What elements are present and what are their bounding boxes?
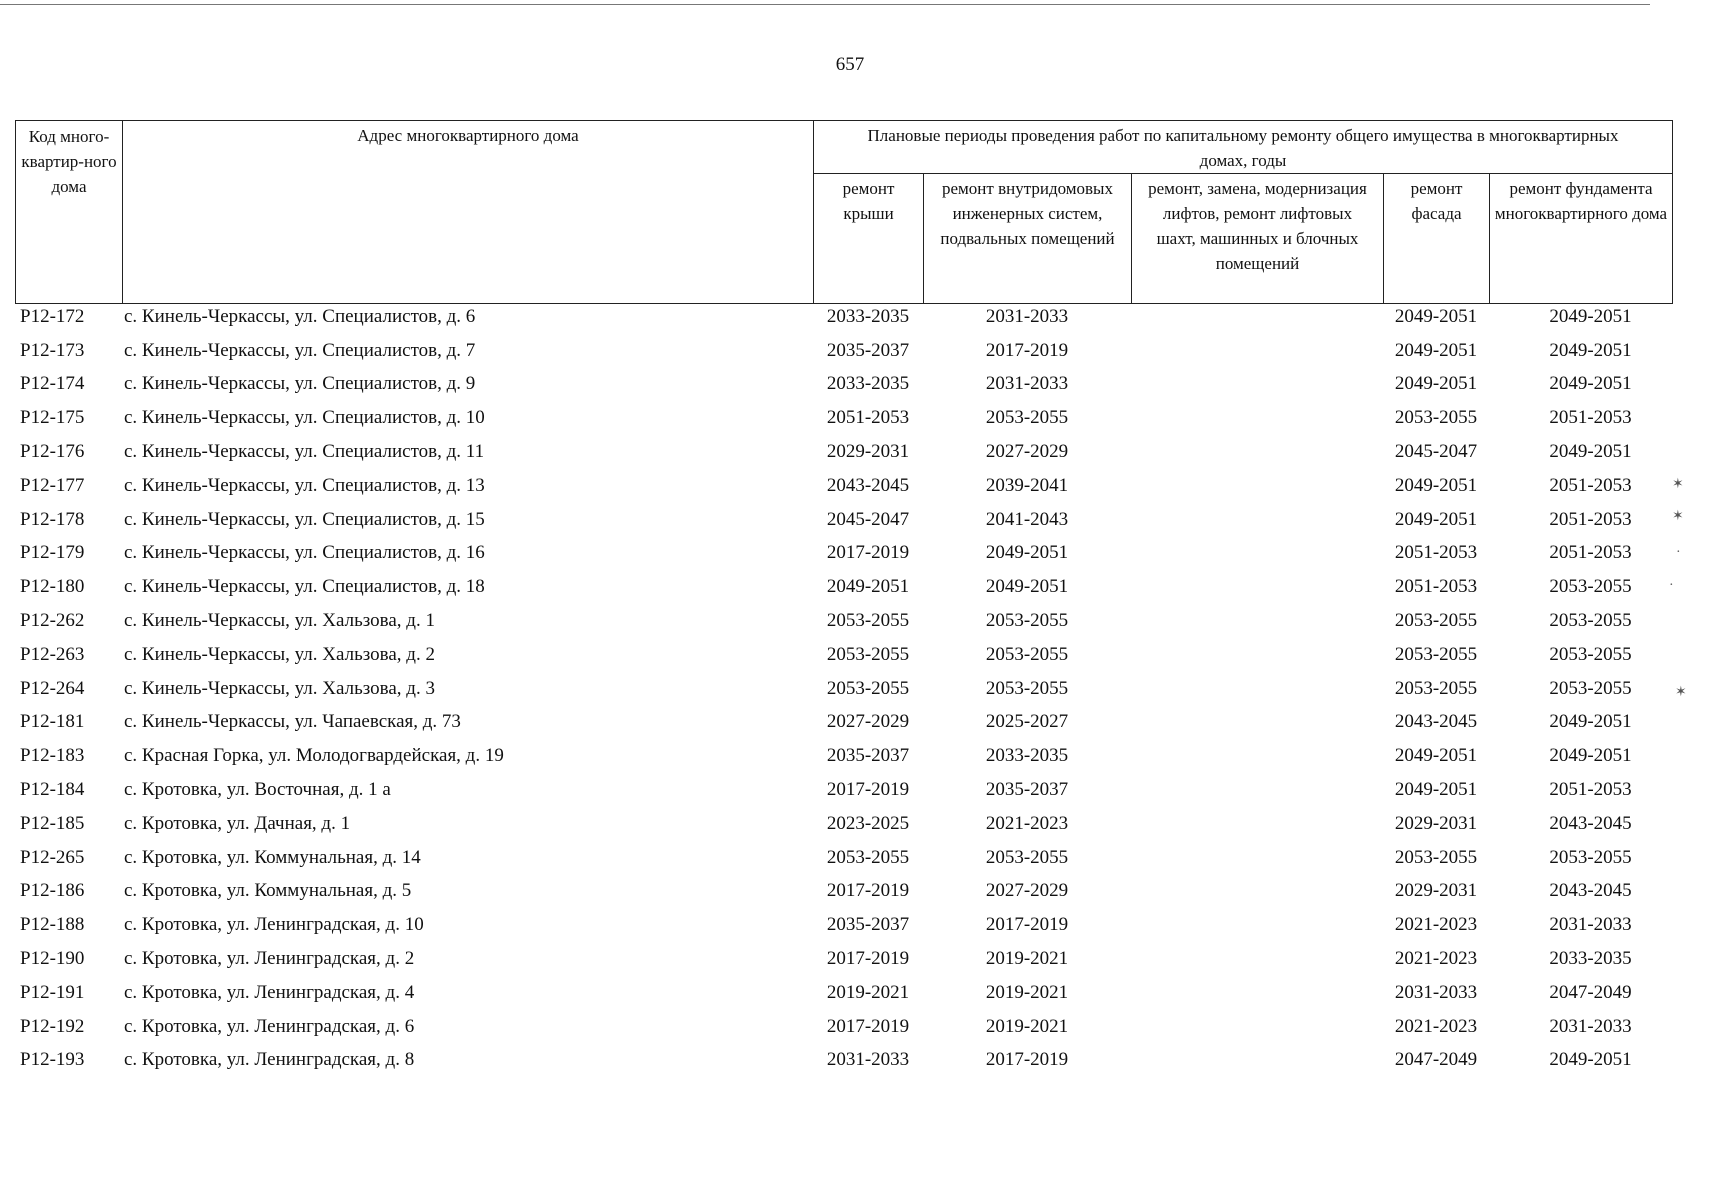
table-row xyxy=(15,570,1672,604)
cell-code: Р12-192 xyxy=(20,1015,85,1037)
cell-engineering: 2025-2027 xyxy=(985,711,1069,733)
cell-elevators xyxy=(1131,638,1383,672)
table-row xyxy=(15,300,1672,334)
cell-engineering: 2021-2023 xyxy=(985,812,1069,834)
cell-foundation: 2049-2051 xyxy=(1549,441,1632,463)
cell-code: Р12-175 xyxy=(20,407,85,429)
cell-elevators xyxy=(1131,300,1383,334)
table-row xyxy=(15,706,1672,740)
cell-engineering: 2053-2055 xyxy=(985,643,1069,665)
cell-code: Р12-172 xyxy=(20,305,85,327)
table-body xyxy=(15,300,1672,1077)
cell-address: с. Кинель-Черкассы, ул. Хальзова, д. 2 xyxy=(124,643,435,665)
cell-foundation: 2043-2045 xyxy=(1549,880,1632,902)
cell-engineering: 2053-2055 xyxy=(985,677,1069,699)
cell-facade: 2053-2055 xyxy=(1394,643,1478,665)
table-row xyxy=(15,976,1672,1010)
cell-elevators xyxy=(1131,773,1383,807)
cell-foundation: 2049-2051 xyxy=(1549,745,1632,767)
table-row xyxy=(15,875,1672,909)
table-row xyxy=(15,368,1672,402)
cell-engineering: 2035-2037 xyxy=(985,779,1069,801)
header-code: Код много-квартир-ного дома xyxy=(16,121,123,304)
cell-code: Р12-179 xyxy=(20,542,85,564)
cell-address: с. Кинель-Черкассы, ул. Специалистов, д. 13 xyxy=(124,474,485,496)
table-header xyxy=(15,120,1673,304)
cell-roof: 2017-2019 xyxy=(826,542,910,564)
cell-engineering: 2031-2033 xyxy=(985,373,1069,395)
cell-elevators xyxy=(1131,604,1383,638)
cell-facade: 2049-2051 xyxy=(1394,508,1478,530)
cell-engineering: 2053-2055 xyxy=(985,610,1069,632)
table-row xyxy=(15,739,1672,773)
cell-code: Р12-263 xyxy=(20,643,85,665)
cell-foundation: 2049-2051 xyxy=(1549,711,1632,733)
cell-facade: 2053-2055 xyxy=(1394,407,1478,429)
cell-engineering: 2033-2035 xyxy=(985,745,1069,767)
cell-elevators xyxy=(1131,570,1383,604)
cell-elevators xyxy=(1131,401,1383,435)
cell-address: с. Кротовка, ул. Ленинградская, д. 8 xyxy=(124,1049,415,1071)
table-row xyxy=(15,1044,1672,1078)
table-row xyxy=(15,908,1672,942)
cell-facade: 2049-2051 xyxy=(1394,474,1478,496)
header-engineering: ремонт внутридомовых инженерных систем, подвальных помещений xyxy=(924,174,1132,304)
scan-top-line xyxy=(0,4,1650,5)
cell-engineering: 2019-2021 xyxy=(985,948,1069,970)
cell-elevators xyxy=(1131,537,1383,571)
table-row xyxy=(15,435,1672,469)
cell-engineering: 2027-2029 xyxy=(985,441,1069,463)
cell-address: с. Кинель-Черкассы, ул. Специалистов, д. 18 xyxy=(124,576,485,598)
header-periods: Плановые периоды проведения работ по капитальному ремонту общего имущества в многоквартирных домах, годы xyxy=(814,121,1673,174)
cell-elevators xyxy=(1131,739,1383,773)
table-row xyxy=(15,773,1672,807)
cell-engineering: 2027-2029 xyxy=(985,880,1069,902)
cell-address: с. Кинель-Черкассы, ул. Специалистов, д. 9 xyxy=(124,373,476,395)
cell-address: с. Кинель-Черкассы, ул. Специалистов, д. 10 xyxy=(124,407,485,429)
cell-foundation: 2043-2045 xyxy=(1549,812,1632,834)
cell-roof: 2049-2051 xyxy=(826,576,910,598)
cell-roof: 2033-2035 xyxy=(826,373,910,395)
table-rows xyxy=(15,300,1672,1077)
cell-facade: 2049-2051 xyxy=(1394,745,1478,767)
cell-roof: 2051-2053 xyxy=(826,407,910,429)
table-row xyxy=(15,1010,1672,1044)
cell-address: с. Кинель-Черкассы, ул. Специалистов, д. 6 xyxy=(124,305,476,327)
cell-foundation: 2031-2033 xyxy=(1549,1015,1632,1037)
cell-foundation: 2051-2053 xyxy=(1549,779,1632,801)
cell-elevators xyxy=(1131,875,1383,909)
table-row xyxy=(15,807,1672,841)
cell-roof: 2017-2019 xyxy=(826,1015,910,1037)
cell-address: с. Кротовка, ул. Коммунальная, д. 5 xyxy=(124,880,412,902)
cell-roof: 2045-2047 xyxy=(826,508,910,530)
cell-address: с. Кротовка, ул. Ленинградская, д. 2 xyxy=(124,948,415,970)
cell-facade: 2049-2051 xyxy=(1394,339,1478,361)
scan-speck: ✶ xyxy=(1672,509,1684,524)
cell-roof: 2035-2037 xyxy=(826,745,910,767)
cell-code: Р12-177 xyxy=(20,474,85,496)
header-foundation: ремонт фундамента многоквартирного дома xyxy=(1490,174,1673,304)
table-row xyxy=(15,638,1672,672)
cell-foundation: 2033-2035 xyxy=(1549,948,1632,970)
cell-address: с. Кинель-Черкассы, ул. Хальзова, д. 1 xyxy=(124,610,435,632)
cell-address: с. Кинель-Черкассы, ул. Чапаевская, д. 73 xyxy=(124,711,461,733)
scan-speck: · xyxy=(1676,545,1681,560)
cell-code: Р12-191 xyxy=(20,981,85,1003)
cell-facade: 2021-2023 xyxy=(1394,914,1478,936)
cell-roof: 2019-2021 xyxy=(826,981,910,1003)
cell-code: Р12-262 xyxy=(20,610,85,632)
cell-elevators xyxy=(1131,908,1383,942)
cell-roof: 2029-2031 xyxy=(826,441,910,463)
cell-facade: 2051-2053 xyxy=(1394,542,1478,564)
cell-elevators xyxy=(1131,672,1383,706)
cell-roof: 2053-2055 xyxy=(826,677,910,699)
cell-foundation: 2053-2055 xyxy=(1549,677,1632,699)
cell-address: с. Красная Горка, ул. Молодогвардейская, д. 19 xyxy=(124,745,504,767)
cell-engineering: 2017-2019 xyxy=(985,914,1069,936)
cell-address: с. Кинель-Черкассы, ул. Специалистов, д. 11 xyxy=(124,441,485,463)
cell-address: с. Кротовка, ул. Дачная, д. 1 xyxy=(124,812,351,834)
cell-facade: 2045-2047 xyxy=(1394,441,1478,463)
scan-speck: · xyxy=(1669,578,1674,593)
scan-speck: ✶ xyxy=(1672,477,1684,492)
cell-address: с. Кротовка, ул. Коммунальная, д. 14 xyxy=(124,846,421,868)
table-row xyxy=(15,841,1672,875)
cell-facade: 2053-2055 xyxy=(1394,677,1478,699)
cell-facade: 2051-2053 xyxy=(1394,576,1478,598)
cell-elevators xyxy=(1131,469,1383,503)
cell-engineering: 2053-2055 xyxy=(985,407,1069,429)
cell-foundation: 2051-2053 xyxy=(1549,508,1632,530)
cell-roof: 2035-2037 xyxy=(826,914,910,936)
cell-roof: 2053-2055 xyxy=(826,846,910,868)
cell-facade: 2049-2051 xyxy=(1394,305,1478,327)
cell-facade: 2053-2055 xyxy=(1394,846,1478,868)
cell-code: Р12-185 xyxy=(20,812,85,834)
cell-code: Р12-190 xyxy=(20,948,85,970)
cell-foundation: 2051-2053 xyxy=(1549,474,1632,496)
cell-elevators xyxy=(1131,942,1383,976)
cell-engineering: 2039-2041 xyxy=(985,474,1069,496)
cell-foundation: 2031-2033 xyxy=(1549,914,1632,936)
cell-facade: 2029-2031 xyxy=(1394,880,1478,902)
table-row xyxy=(15,672,1672,706)
cell-roof: 2031-2033 xyxy=(826,1049,910,1071)
scan-speck: ✶ xyxy=(1675,685,1687,700)
header-facade: ремонт фасада xyxy=(1384,174,1490,304)
cell-roof: 2043-2045 xyxy=(826,474,910,496)
cell-facade: 2053-2055 xyxy=(1394,610,1478,632)
cell-facade: 2021-2023 xyxy=(1394,1015,1478,1037)
cell-elevators xyxy=(1131,503,1383,537)
cell-code: Р12-186 xyxy=(20,880,85,902)
cell-roof: 2035-2037 xyxy=(826,339,910,361)
cell-code: Р12-174 xyxy=(20,373,85,395)
cell-foundation: 2049-2051 xyxy=(1549,305,1632,327)
cell-engineering: 2049-2051 xyxy=(985,542,1069,564)
cell-roof: 2017-2019 xyxy=(826,779,910,801)
cell-roof: 2053-2055 xyxy=(826,610,910,632)
cell-address: с. Кинель-Черкассы, ул. Хальзова, д. 3 xyxy=(124,677,435,699)
cell-engineering: 2041-2043 xyxy=(985,508,1069,530)
cell-roof: 2023-2025 xyxy=(826,812,910,834)
cell-address: с. Кротовка, ул. Ленинградская, д. 6 xyxy=(124,1015,415,1037)
cell-facade: 2043-2045 xyxy=(1394,711,1478,733)
table-row xyxy=(15,503,1672,537)
cell-foundation: 2051-2053 xyxy=(1549,407,1632,429)
cell-code: Р12-193 xyxy=(20,1049,85,1071)
header-elevators: ремонт, замена, модернизация лифтов, ремонт лифтовых шахт, машинных и блочных помещений xyxy=(1132,174,1384,304)
cell-engineering: 2017-2019 xyxy=(985,1049,1069,1071)
cell-code: Р12-178 xyxy=(20,508,85,530)
cell-facade: 2029-2031 xyxy=(1394,812,1478,834)
cell-code: Р12-181 xyxy=(20,711,85,733)
cell-facade: 2021-2023 xyxy=(1394,948,1478,970)
cell-elevators xyxy=(1131,1010,1383,1044)
cell-foundation: 2053-2055 xyxy=(1549,576,1632,598)
cell-code: Р12-183 xyxy=(20,745,85,767)
cell-address: с. Кротовка, ул. Ленинградская, д. 10 xyxy=(124,914,424,936)
cell-facade: 2049-2051 xyxy=(1394,779,1478,801)
cell-elevators xyxy=(1131,976,1383,1010)
cell-elevators xyxy=(1131,841,1383,875)
cell-code: Р12-176 xyxy=(20,441,85,463)
cell-address: с. Кротовка, ул. Ленинградская, д. 4 xyxy=(124,981,415,1003)
cell-code: Р12-264 xyxy=(20,677,85,699)
cell-code: Р12-265 xyxy=(20,846,85,868)
cell-engineering: 2019-2021 xyxy=(985,981,1069,1003)
cell-engineering: 2031-2033 xyxy=(985,305,1069,327)
cell-address: с. Кротовка, ул. Восточная, д. 1 а xyxy=(124,779,391,801)
cell-foundation: 2049-2051 xyxy=(1549,373,1632,395)
cell-address: с. Кинель-Черкассы, ул. Специалистов, д. 15 xyxy=(124,508,485,530)
table-row xyxy=(15,537,1672,571)
cell-elevators xyxy=(1131,807,1383,841)
cell-engineering: 2019-2021 xyxy=(985,1015,1069,1037)
table-row xyxy=(15,401,1672,435)
cell-roof: 2033-2035 xyxy=(826,305,910,327)
cell-code: Р12-184 xyxy=(20,779,85,801)
cell-foundation: 2053-2055 xyxy=(1549,643,1632,665)
cell-address: с. Кинель-Черкассы, ул. Специалистов, д. 7 xyxy=(124,339,476,361)
cell-elevators xyxy=(1131,435,1383,469)
header-roof: ремонт крыши xyxy=(814,174,924,304)
cell-facade: 2031-2033 xyxy=(1394,981,1478,1003)
cell-address: с. Кинель-Черкассы, ул. Специалистов, д. 16 xyxy=(124,542,485,564)
cell-code: Р12-188 xyxy=(20,914,85,936)
header-address: Адрес многоквартирного дома xyxy=(123,121,814,304)
cell-code: Р12-173 xyxy=(20,339,85,361)
cell-engineering: 2049-2051 xyxy=(985,576,1069,598)
cell-code: Р12-180 xyxy=(20,576,85,598)
cell-foundation: 2053-2055 xyxy=(1549,846,1632,868)
cell-facade: 2049-2051 xyxy=(1394,373,1478,395)
cell-foundation: 2053-2055 xyxy=(1549,610,1632,632)
table-row xyxy=(15,334,1672,368)
table-row xyxy=(15,469,1672,503)
table-row xyxy=(15,942,1672,976)
cell-foundation: 2049-2051 xyxy=(1549,1049,1632,1071)
table-row xyxy=(15,604,1672,638)
cell-facade: 2047-2049 xyxy=(1394,1049,1478,1071)
cell-elevators xyxy=(1131,706,1383,740)
cell-roof: 2027-2029 xyxy=(826,711,910,733)
cell-roof: 2017-2019 xyxy=(826,880,910,902)
cell-engineering: 2053-2055 xyxy=(985,846,1069,868)
cell-elevators xyxy=(1131,368,1383,402)
cell-foundation: 2047-2049 xyxy=(1549,981,1632,1003)
cell-roof: 2053-2055 xyxy=(826,643,910,665)
page-number: 657 xyxy=(835,54,865,75)
cell-foundation: 2051-2053 xyxy=(1549,542,1632,564)
cell-elevators xyxy=(1131,1044,1383,1078)
cell-elevators xyxy=(1131,334,1383,368)
cell-foundation: 2049-2051 xyxy=(1549,339,1632,361)
cell-engineering: 2017-2019 xyxy=(985,339,1069,361)
cell-roof: 2017-2019 xyxy=(826,948,910,970)
